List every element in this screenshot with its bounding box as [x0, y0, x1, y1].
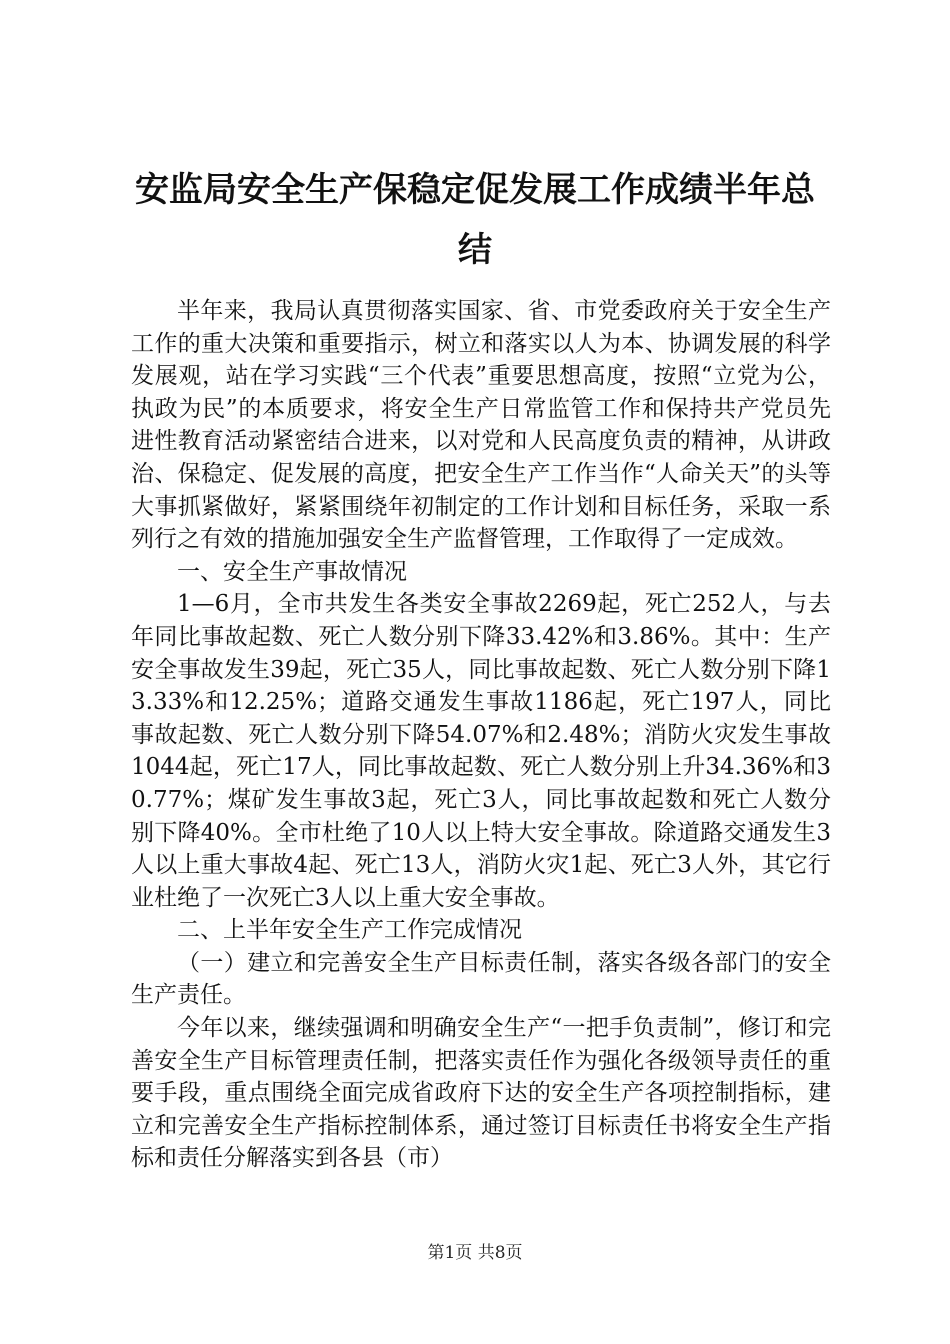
- document-body: [131, 295, 831, 1175]
- document-title: 安监局安全生产保稳定促发展工作成绩半年总结: [135, 170, 815, 270]
- section-heading-accidents: 一、安全生产事故情况: [177, 558, 407, 585]
- responsibility-paragraph: 今年以来，继续强调和明确安全生产“一把手负责制”，修订和完善安全生产目标管理责任制，把落实责任作为强化各级领导责任的重要手段，重点围绕全面完成省政府下达的安全生产各项控制指标，建立和完善安全生产指标控制体系，通过签订目标责任书将安全生产指标和责任分解落实到各县（市）: [131, 1015, 831, 1172]
- intro-paragraph: 半年来，我局认真贯彻落实国家、省、市党委政府关于安全生产工作的重大决策和重要指示，树立和落实以人为本、协调发展的科学发展观，站在学习实践“三个代表”重要思想高度，按照“立党为公，执政为民”的本质要求，将安全生产日常监管工作和保持共产党员先进性教育活动紧密结合进来，以对党和人民高度负责的精神，从讲政治、保稳定、促发展的高度，把安全生产工作当作“人命关天”的头等大事抓紧做好，紧紧围绕年初制定的工作计划和目标任务，采取一系列行之有效的措施加强安全生产监督管理，工作取得了一定成效。: [131, 298, 831, 553]
- section-heading-work-completion: 二、上半年安全生产工作完成情况: [177, 917, 522, 944]
- accident-statistics-paragraph: 1—6月，全市共发生各类安全事故2269起，死亡252人，与去年同比事故起数、死亡人数分别下降33.42%和3.86%。其中：生产安全事故发生39起，死亡35人，同比事故起数、死亡人数分别下降13.33%和12.25%；道路交通发生事故1186起，死亡197人，同比事故起数、死亡人数分别下降54.07%和2.48%；消防火灾发生事故1044起，死亡17人，同比事故起数、死亡人数分别上升34.36%和30.77%；煤矿发生事故3起，死亡3人，同比事故起数和死亡人数分别下降40%。全市杜绝了10人以上特大安全事故。除道路交通发生3人以上重大事故4起、死亡13人，消防火灾1起、死亡3人外，其它行业杜绝了一次死亡3人以上重大安全事故。: [131, 591, 831, 911]
- page-number-footer: 第1页 共8页: [427, 1243, 523, 1263]
- subsection-heading-responsibility: （一）建立和完善安全生产目标责任制，落实各级各部门的安全生产责任。: [131, 949, 831, 1009]
